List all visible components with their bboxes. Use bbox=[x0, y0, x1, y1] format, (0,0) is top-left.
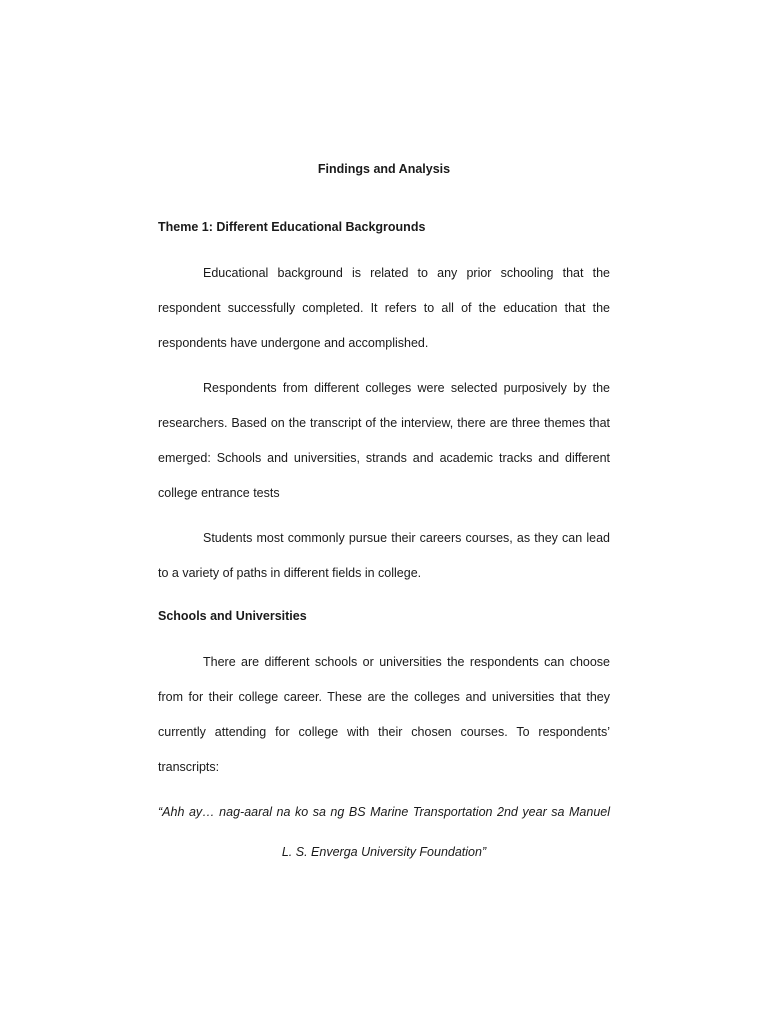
paragraph-schools-universities: There are different schools or universities the respondents can choose from for their college career. These are the colleges and universities that they currently attending for college with their chosen courses. To respondents’ transcripts: bbox=[158, 655, 610, 774]
page-title: Findings and Analysis bbox=[317, 162, 451, 176]
paragraph-respondents: Respondents from different colleges were selected purposively by the researchers. Based on the transcript of the interview, there are three themes that emerged: Schools and universities, strands and academic tracks and different college entrance tests bbox=[158, 381, 610, 500]
interview-quote: “Ahh ay… nag-aaral na ko sa ng BS Marine Transportation 2nd year sa Manuel L. S. Enverga University Foundation” bbox=[158, 805, 610, 859]
schools-subheading: Schools and Universities bbox=[158, 609, 307, 623]
paragraph-students-careers: Students most commonly pursue their careers courses, as they can lead to a variety of paths in different fields in college. bbox=[158, 531, 610, 580]
paragraph-educational-background: Educational background is related to any prior schooling that the respondent successfully completed. It refers to all of the education that the respondents have undergone and accomplished. bbox=[158, 266, 610, 350]
theme-heading: Theme 1: Different Educational Backgrounds bbox=[158, 220, 426, 234]
